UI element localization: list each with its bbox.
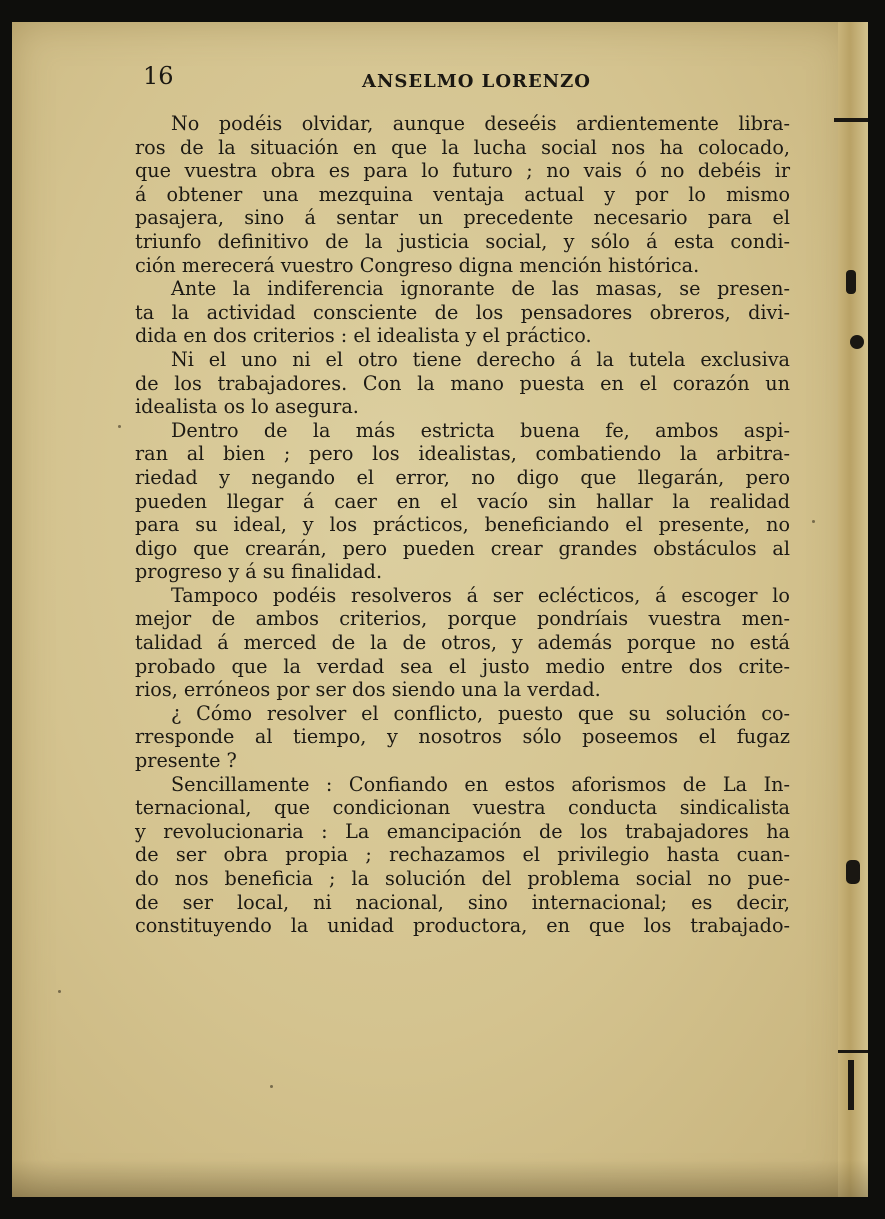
text-line: presente ? bbox=[135, 749, 237, 773]
binding-thread-mark bbox=[838, 1050, 868, 1053]
text-line: Tampoco podéis resolveros á ser eclécticos, á escoger lo bbox=[171, 583, 790, 607]
text-line: No podéis olvidar, aunque deseéis ardientemente libra- bbox=[171, 112, 790, 135]
page-gutter bbox=[838, 22, 868, 1197]
paper-speck bbox=[58, 990, 61, 993]
binding-thread-mark bbox=[834, 118, 868, 122]
text-line: dida en dos criterios : el idealista y el práctico. bbox=[135, 324, 592, 348]
text-line: triunfo definitivo de la justicia social, y sólo á esta condi- bbox=[135, 229, 790, 253]
text-line: ta la actividad consciente de los pensadores obreros, divi- bbox=[135, 300, 790, 324]
page-header bbox=[0, 0, 885, 110]
body-text bbox=[135, 112, 790, 938]
text-line: que vuestra obra es para lo futuro ; no vais ó no debéis ir bbox=[135, 159, 790, 183]
paper-speck bbox=[812, 520, 815, 523]
paper-speck bbox=[270, 1085, 273, 1088]
text-line: idealista os lo asegura. bbox=[135, 395, 359, 419]
text-line: á obtener una mezquina ventaja actual y por lo mismo bbox=[135, 182, 790, 206]
text-line: Ante la indiferencia ignorante de las masas, se presen- bbox=[171, 277, 790, 301]
text-line: para su ideal, y los prácticos, beneficiando el presente, no bbox=[135, 513, 790, 537]
text-line: Sencillamente : Confiando en estos aforismos de La In- bbox=[171, 772, 790, 796]
page-number: 16 bbox=[143, 62, 174, 90]
paper-speck bbox=[118, 425, 121, 428]
text-line: ternacional, que condicionan vuestra conducta sindicalista bbox=[135, 796, 790, 820]
text-line: y revolucionaria : La emancipación de los trabajadores ha bbox=[135, 819, 790, 843]
text-line: ran al bien ; pero los idealistas, combatiendo la arbitra- bbox=[135, 442, 790, 466]
text-line: probado que la verdad sea el justo medio entre dos crite- bbox=[135, 654, 790, 678]
text-line: Ni el uno ni el otro tiene derecho á la tutela exclusiva bbox=[171, 347, 790, 371]
text-line: ros de la situación en que la lucha social nos ha colocado, bbox=[135, 135, 790, 159]
text-line: rios, erróneos por ser dos siendo una la verdad. bbox=[135, 678, 601, 702]
running-head: ANSELMO LORENZO bbox=[362, 71, 591, 92]
text-line: rresponde al tiempo, y nosotros sólo poseemos el fugaz bbox=[135, 725, 790, 749]
binding-thread-mark bbox=[846, 860, 860, 884]
text-line: constituyendo la unidad productora, en que los trabajado- bbox=[135, 914, 790, 938]
text-line: de los trabajadores. Con la mano puesta en el corazón un bbox=[135, 371, 790, 395]
text-line: ¿ Cómo resolver el conflicto, puesto que su solución co- bbox=[171, 701, 790, 725]
text-line: mejor de ambos criterios, porque pondríais vuestra men- bbox=[135, 607, 790, 631]
text-line: Dentro de la más estricta buena fe, ambos aspi- bbox=[171, 418, 790, 442]
text-line: pueden llegar á caer en el vacío sin hallar la realidad bbox=[135, 489, 790, 513]
text-line: pasajera, sino á sentar un precedente necesario para el bbox=[135, 206, 790, 230]
text-line: do nos beneficia ; la solución del problema social no pue- bbox=[135, 867, 790, 890]
text-line: riedad y negando el error, no digo que llegarán, pero bbox=[135, 465, 790, 489]
text-line: de ser obra propia ; rechazamos el privilegio hasta cuan- bbox=[135, 843, 790, 867]
binding-thread-mark bbox=[848, 1060, 854, 1110]
text-line: talidad á merced de la de otros, y además porque no está bbox=[135, 631, 790, 655]
text-line: ción merecerá vuestro Congreso digna mención histórica. bbox=[135, 253, 700, 277]
page-bottom-shadow bbox=[12, 1160, 868, 1197]
binding-thread-mark bbox=[850, 335, 864, 349]
binding-thread-mark bbox=[846, 270, 856, 294]
text-line: progreso y á su finalidad. bbox=[135, 560, 383, 584]
text-line: digo que crearán, pero pueden crear grandes obstáculos al bbox=[135, 536, 790, 560]
text-line: de ser local, ni nacional, sino internacional; es decir, bbox=[135, 890, 790, 914]
